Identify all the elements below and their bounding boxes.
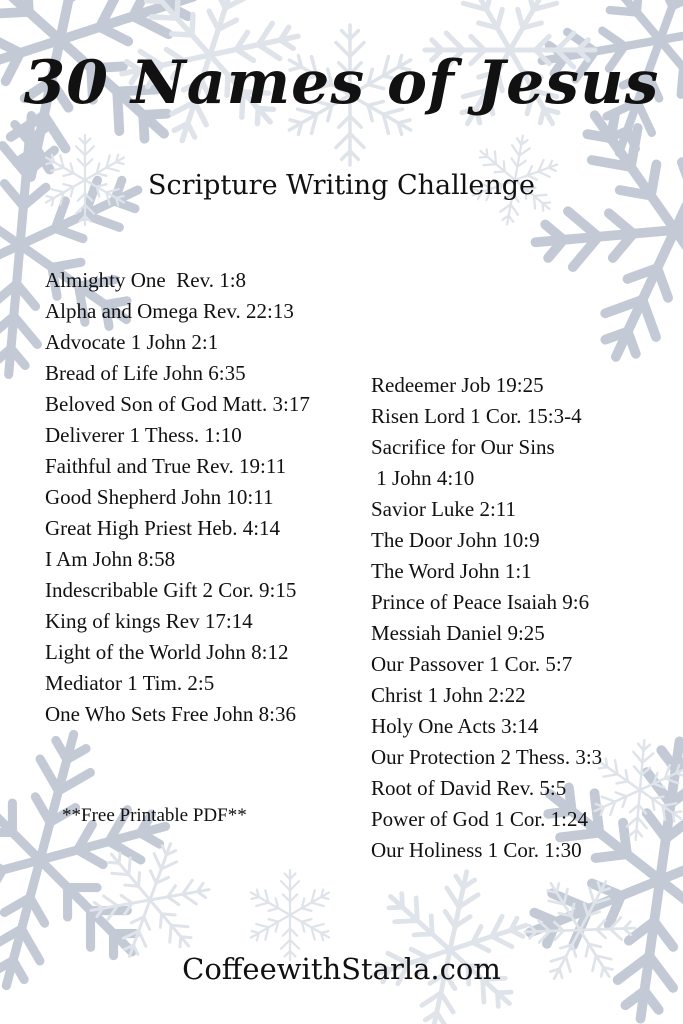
- list-item: Holy One Acts 3:14: [371, 714, 539, 738]
- list-item: Bread of Life John 6:35: [45, 361, 246, 385]
- printable-note: **Free Printable PDF**: [62, 805, 247, 826]
- list-item: Messiah Daniel 9:25: [371, 621, 545, 645]
- names-list-right: [371, 370, 602, 866]
- list-item: Root of David Rev. 5:5: [371, 776, 567, 800]
- list-item: Good Shepherd John 10:11: [45, 485, 274, 509]
- list-item: Mediator 1 Tim. 2:5: [45, 671, 215, 695]
- list-item: Prince of Peace Isaiah 9:6: [371, 590, 590, 614]
- snowflake-icon: [358, 856, 542, 1024]
- names-list-left: [45, 265, 310, 730]
- snowflake-icon: [247, 870, 334, 960]
- list-item: Great High Priest Heb. 4:14: [45, 516, 281, 540]
- list-item: Almighty One Rev. 1:8: [45, 268, 247, 292]
- subtitle: Scripture Writing Challenge: [147, 170, 536, 201]
- list-item: I Am John 8:58: [45, 547, 176, 571]
- list-item: Sacrifice for Our Sins: [371, 435, 555, 459]
- list-item: One Who Sets Free John 8:36: [45, 702, 297, 726]
- list-item: The Word John 1:1: [371, 559, 532, 583]
- page-title: 30 Names of Jesus: [23, 48, 660, 118]
- list-item: Faithful and True Rev. 19:11: [45, 454, 287, 478]
- list-item: Beloved Son of God Matt. 3:17: [45, 392, 310, 416]
- list-item: Light of the World John 8:12: [45, 640, 289, 664]
- list-item: Savior Luke 2:11: [371, 497, 517, 521]
- list-item: Redeemer Job 19:25: [371, 373, 544, 397]
- list-item: Advocate 1 John 2:1: [45, 330, 219, 354]
- list-item: Deliverer 1 Thess. 1:10: [45, 423, 242, 447]
- list-item: Alpha and Omega Rev. 22:13: [45, 299, 294, 323]
- list-item: Indescribable Gift 2 Cor. 9:15: [45, 578, 297, 602]
- list-item: Risen Lord 1 Cor. 15:3-4: [371, 404, 582, 428]
- list-item: The Door John 10:9: [371, 528, 540, 552]
- list-item: 1 John 4:10: [371, 466, 475, 490]
- list-item: Power of God 1 Cor. 1:24: [371, 807, 588, 831]
- list-item: Our Passover 1 Cor. 5:7: [371, 652, 573, 676]
- list-item: Our Protection 2 Thess. 3:3: [371, 745, 603, 769]
- list-item: Our Holiness 1 Cor. 1:30: [371, 838, 582, 862]
- list-item: King of kings Rev 17:14: [45, 609, 253, 633]
- website-url: CoffeewithStarla.com: [182, 952, 501, 986]
- list-item: Christ 1 John 2:22: [371, 683, 526, 707]
